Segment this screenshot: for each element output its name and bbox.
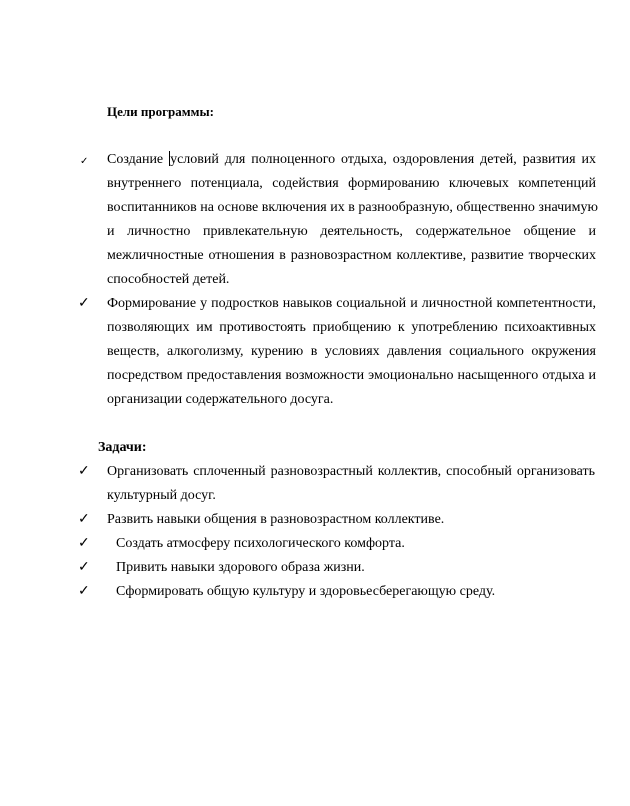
goal-line: и личностно привлекательную деятельность, содержательное общение и [107, 224, 596, 239]
goal-line: воспитанников на основе включения их в разнообразную, общественно значимую [107, 200, 598, 215]
goal-line: способностей детей. [107, 272, 230, 287]
task-item: Сформировать общую культуру и здоровьесберегающую среду. [116, 584, 496, 599]
goal-line: позволяющих им противостоять приобщению к употреблению психоактивных [107, 320, 596, 335]
goal-line: организации содержательного досуга. [107, 392, 334, 407]
goals-heading: Цели программы: [107, 104, 214, 119]
task-item: Привить навыки здорового образа жизни. [116, 560, 365, 575]
task-item: Создать атмосферу психологического комфорта. [116, 536, 405, 551]
task-line: Организовать сплоченный разновозрастный коллектив, способный организовать [107, 464, 595, 479]
task-item: Развить навыки общения в разновозрастном коллективе. [107, 512, 445, 527]
tasks-heading: Задачи: [98, 440, 147, 455]
task-line: культурный досуг. [107, 488, 216, 503]
goal-line: Формирование у подростков навыков социальной и личностной компетентности, [107, 296, 596, 311]
checkmark-icon: ✓ [80, 156, 89, 167]
goal-line: веществ, алкоголизму, курению в условиях давления социального окружения [107, 344, 596, 359]
checkmark-icon: ✓ [78, 512, 90, 527]
checkmark-icon: ✓ [78, 584, 90, 599]
goal-item [107, 148, 596, 292]
goal-line: посредством предоставления возможности эмоционально насыщенного отдыха и [107, 368, 596, 383]
goal-line: внутреннего потенциала, содействия формированию ключевых компетенций [107, 176, 596, 191]
goal-line: межличностные отношения в разновозрастном коллективе, развитие творческих [107, 248, 596, 263]
checkmark-icon: ✓ [78, 560, 90, 575]
checkmark-icon: ✓ [78, 464, 90, 479]
goal-item [107, 292, 596, 412]
checkmark-icon: ✓ [78, 536, 90, 551]
task-item [107, 460, 595, 508]
checkmark-icon: ✓ [78, 296, 90, 311]
goal-line: Создание условий для полноценного отдыха, оздоровления детей, развития их [107, 152, 596, 167]
